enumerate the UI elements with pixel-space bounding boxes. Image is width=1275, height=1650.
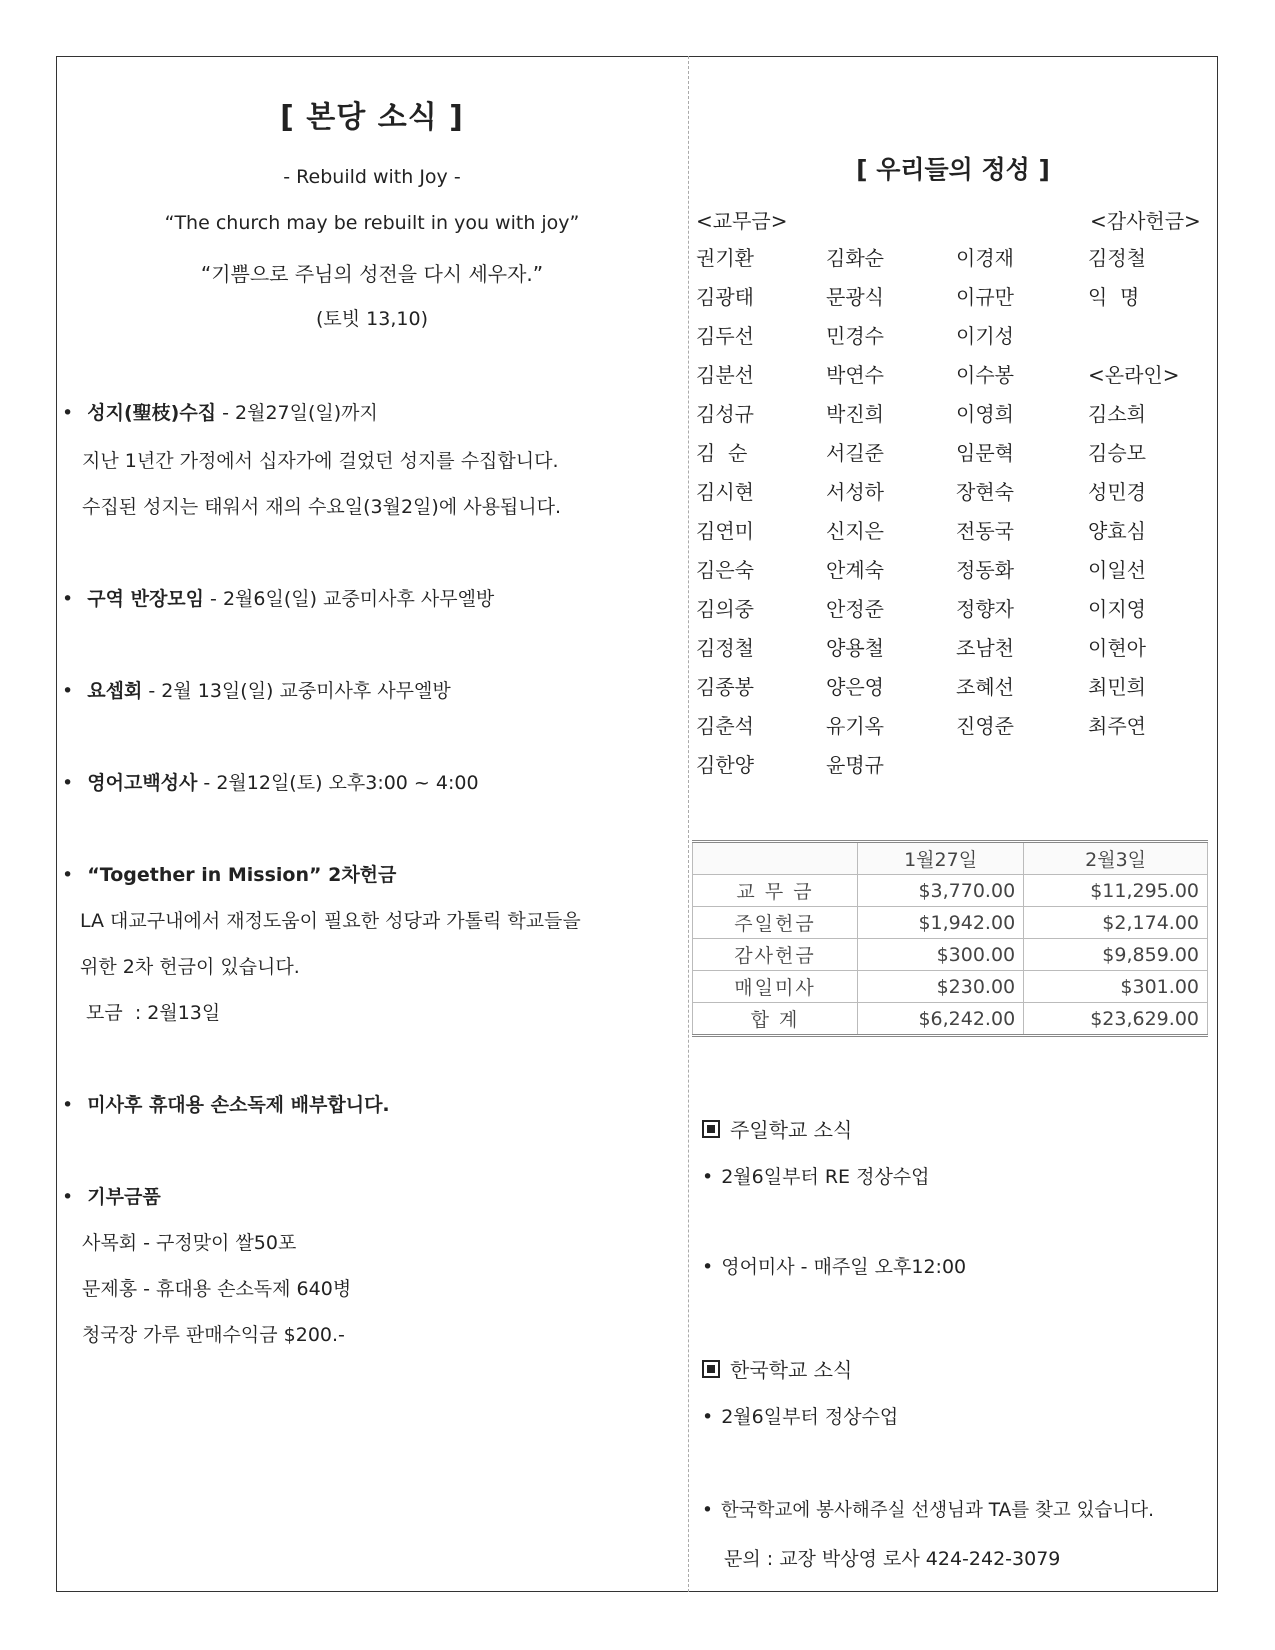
news-line: 지난 1년간 가정에서 십자가에 걸었던 성지를 수집합니다. (82, 450, 559, 472)
table-cell: $6,242.00 (858, 1003, 1024, 1036)
donor-name: 장현숙 (956, 480, 1014, 504)
donor-name: 이규만 (956, 285, 1014, 309)
table-cell: $301.00 (1024, 971, 1208, 1003)
table-cell: 교 무 금 (693, 875, 858, 907)
donor-name: 성민경 (1088, 480, 1146, 504)
donor-name: 김의중 (696, 597, 754, 621)
donor-name: 진영준 (956, 714, 1014, 738)
donor-name: 권기환 (696, 246, 754, 270)
donor-name: 김광태 (696, 285, 754, 309)
left-title: [ 본당 소식 ] (280, 100, 464, 135)
table-cell: $300.00 (858, 939, 1024, 971)
news-item-head: 영어고백성사 (87, 772, 198, 794)
donor-name: 조혜선 (956, 675, 1014, 699)
donor-name: 안정준 (826, 597, 884, 621)
square-bullet-icon (702, 1120, 720, 1138)
table-header: 1월27일 (858, 842, 1024, 875)
news-item-head: 구역 반장모임 (87, 588, 205, 610)
donor-name: 김종봉 (696, 675, 754, 699)
table-header (693, 842, 858, 875)
donor-name: 조남천 (956, 636, 1014, 660)
sunday-school-title: 주일학교 소식 (730, 1118, 853, 1142)
sunday-school-item: • 2월6일부터 RE 정상수업 (702, 1162, 930, 1189)
scripture-reference: (토빗 13,10) (316, 308, 428, 330)
donor-name: 이수봉 (956, 363, 1014, 387)
news-item-head: 기부금품 (87, 1186, 161, 1208)
table-cell: $2,174.00 (1024, 907, 1208, 939)
table-row (693, 971, 1208, 1003)
donor-name: 서성하 (826, 480, 884, 504)
donor-name: 이영희 (956, 402, 1014, 426)
table-row (693, 1003, 1208, 1036)
donor-name: 김소희 (1088, 402, 1146, 426)
news-line: 수집된 성지는 태워서 재의 수요일(3월2일)에 사용됩니다. (82, 496, 562, 518)
sunday-school-section (702, 1114, 852, 1143)
donor-name: 김분선 (696, 363, 754, 387)
table-header-row (693, 842, 1208, 875)
sunday-school-item: • 영어미사 - 매주일 오후12:00 (702, 1252, 966, 1279)
right-title: [ 우리들의 정성 ] (856, 155, 1050, 184)
table-cell: $3,770.00 (858, 875, 1024, 907)
donor-name: 김은숙 (696, 558, 754, 582)
donor-name: 안계숙 (826, 558, 884, 582)
news-item-head: “Together in Mission” 2차헌금 (87, 864, 397, 886)
donor-name: 전동국 (956, 519, 1014, 543)
news-line: LA 대교구내에서 재정도움이 필요한 성당과 가톨릭 학교들을 (80, 910, 581, 932)
donor-name: 김승모 (1088, 441, 1146, 465)
table-cell: 주일헌금 (693, 907, 858, 939)
donor-name: 김성규 (696, 402, 754, 426)
korean-school-section (702, 1354, 852, 1383)
news-item (62, 676, 451, 703)
news-item-date: - 2월6일(일) 교중미사후 사무엘방 (204, 588, 495, 610)
online-header: <온라인> (1088, 363, 1180, 387)
donor-name: 유기옥 (826, 714, 884, 738)
table-cell: $9,859.00 (1024, 939, 1208, 971)
donor-name: 김한양 (696, 753, 754, 777)
donor-name: 김 순 (696, 441, 748, 465)
donor-name: 김춘석 (696, 714, 754, 738)
news-item (62, 768, 479, 795)
donor-name: 임문혁 (956, 441, 1014, 465)
donor-name: 이기성 (956, 324, 1014, 348)
table-row (693, 875, 1208, 907)
donor-name: 이일선 (1088, 558, 1146, 582)
news-line: 모금 : 2월13일 (80, 1002, 221, 1024)
table-cell: 합 계 (693, 1003, 858, 1036)
news-item-head: 요셉회 (87, 680, 143, 702)
news-line: 사목회 - 구정맞이 쌀50포 (82, 1232, 297, 1254)
donor-name: 양용철 (826, 636, 884, 660)
table-row (693, 907, 1208, 939)
table-header: 2월3일 (1024, 842, 1208, 875)
table-cell: $1,942.00 (858, 907, 1024, 939)
donor-name: 김정철 (696, 636, 754, 660)
korean-school-item: • 한국학교에 봉사해주실 선생님과 TA를 찾고 있습니다. (702, 1496, 1154, 1522)
donor-name: 윤명규 (826, 753, 884, 777)
donor-name: 김화순 (826, 246, 884, 270)
news-item-date: - 2월 13일(일) 교중미사후 사무엘방 (142, 680, 451, 702)
donor-name: 양은영 (826, 675, 884, 699)
subtitle: - Rebuild with Joy - (283, 166, 461, 188)
news-line: 위한 2차 헌금이 있습니다. (80, 956, 300, 978)
table-cell: 매일미사 (693, 971, 858, 1003)
donor-name: 서길준 (826, 441, 884, 465)
donor-name: 정향자 (956, 597, 1014, 621)
quote-en: “The church may be rebuilt in you with joy” (164, 212, 580, 234)
donor-name: 김두선 (696, 324, 754, 348)
korean-school-contact: 문의 : 교장 박상영 로사 424-242-3079 (724, 1548, 1061, 1570)
donor-name: 문광식 (826, 285, 884, 309)
donor-name: 박연수 (826, 363, 884, 387)
news-item-date: - 2월27일(일)까지 (216, 402, 378, 424)
news-item (62, 860, 396, 887)
news-item (62, 1090, 390, 1117)
donor-name: 양효심 (1088, 519, 1146, 543)
donation-header-left: <교무금> (696, 209, 788, 233)
news-item-head: 미사후 휴대용 손소독제 배부합니다. (87, 1094, 390, 1116)
news-item-date: - 2월12일(토) 오후3:00 ~ 4:00 (197, 772, 479, 794)
news-item (62, 1182, 161, 1209)
korean-school-item: • 2월6일부터 정상수업 (702, 1402, 898, 1429)
table-cell: $23,629.00 (1024, 1003, 1208, 1036)
news-line: 문제홍 - 휴대용 손소독제 640병 (82, 1278, 352, 1300)
news-line: 청국장 가루 판매수익금 $200.- (82, 1324, 345, 1346)
donor-name: 김연미 (696, 519, 754, 543)
donor-name: 민경수 (826, 324, 884, 348)
donor-name: 최주연 (1088, 714, 1146, 738)
table-row (693, 939, 1208, 971)
table-cell: $11,295.00 (1024, 875, 1208, 907)
donor-name: 정동화 (956, 558, 1014, 582)
square-bullet-icon (702, 1360, 720, 1378)
donor-name: 신지은 (826, 519, 884, 543)
news-item (62, 398, 378, 425)
table-cell: $230.00 (858, 971, 1024, 1003)
donor-name: 박진희 (826, 402, 884, 426)
korean-school-title: 한국학교 소식 (730, 1358, 853, 1382)
donation-header-right: <감사헌금> (1090, 209, 1201, 233)
table-cell: 감사헌금 (693, 939, 858, 971)
donor-name: 이현아 (1088, 636, 1146, 660)
column-divider (688, 56, 689, 1592)
donor-name: 김시현 (696, 480, 754, 504)
donor-name: 익 명 (1088, 285, 1140, 309)
donor-name: 최민희 (1088, 675, 1146, 699)
news-item-head: 성지(聖枝)수집 (87, 402, 217, 424)
news-item (62, 584, 494, 611)
donor-name: 이경재 (956, 246, 1014, 270)
donor-name: 이지영 (1088, 597, 1146, 621)
finance-table (692, 840, 1208, 1037)
donor-name: 김정철 (1088, 246, 1146, 270)
quote-ko: “기쁨으로 주님의 성전을 다시 세우자.” (200, 262, 544, 286)
